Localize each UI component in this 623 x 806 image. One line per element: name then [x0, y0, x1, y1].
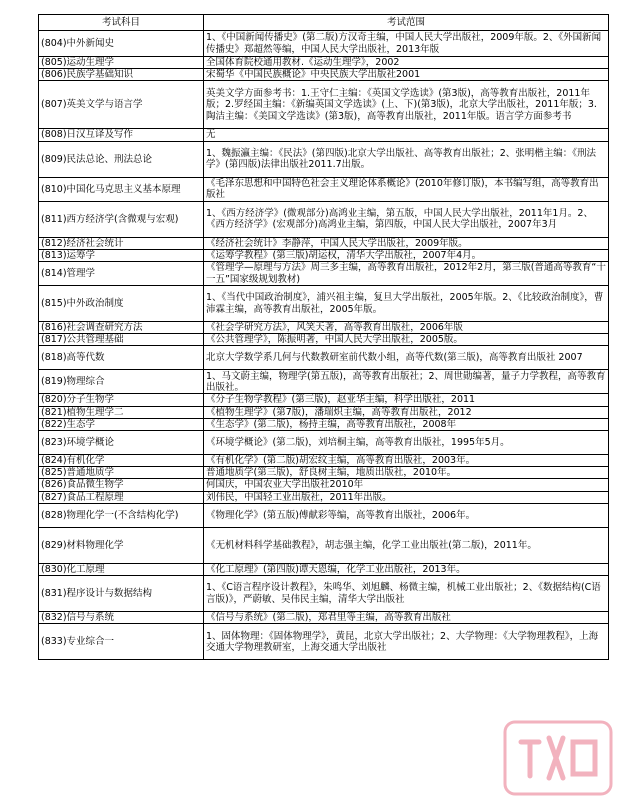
subject-cell: (814)管理学	[39, 262, 204, 286]
subject-cell: (816)社会调查研究方法	[39, 322, 204, 334]
subject-cell: (833)专业综合一	[39, 624, 204, 660]
table-row	[39, 370, 609, 394]
subject-cell: (831)程序设计与数据结构	[39, 576, 204, 612]
table-row	[39, 286, 609, 322]
range-cell: 《毛泽东思想和中国特色社会主义理论体系概论》(2010年修订版)，本书编写组，高等教育出版社	[204, 177, 609, 201]
subject-cell: (821)植物生理学二	[39, 406, 204, 418]
range-cell: 《公共管理学》，陈振明著，中国人民大学出版社，2005版。	[204, 334, 609, 346]
range-cell: 《无机材料科学基础教程》，胡志强主编，化学工业出版社(第二版)，2011年。	[204, 527, 609, 563]
subject-cell: (823)环境学概论	[39, 431, 204, 455]
subject-cell: (824)有机化学	[39, 455, 204, 467]
table-header-row	[39, 15, 609, 31]
table-row	[39, 479, 609, 491]
table-row	[39, 418, 609, 430]
table-row	[39, 249, 609, 261]
subject-cell: (820)分子生物学	[39, 394, 204, 406]
range-cell: 全国体育院校通用教材.《运动生理学》，2002	[204, 57, 609, 69]
table-row	[39, 334, 609, 346]
range-cell: 普通地质学(第三版)，舒良树主编，地质出版社，2010年。	[204, 467, 609, 479]
subject-cell: (804)中外新闻史	[39, 31, 204, 57]
table-row	[39, 141, 609, 177]
table-row	[39, 406, 609, 418]
subject-cell: (830)化工原理	[39, 563, 204, 575]
subject-cell: (806)民族学基础知识	[39, 69, 204, 81]
subject-cell: (832)信号与系统	[39, 612, 204, 624]
table-row	[39, 262, 609, 286]
range-cell: 1、马文蔚主编，物理学(第五版)，高等教育出版社；2、周世勋编著，量子力学教程，高等教育出版社。	[204, 370, 609, 394]
range-cell: 1、《C语言程序设计教程》，朱鸣华、刘旭麟、杨微主编，机械工业出版社；2、《数据结构(C语言版)》，严蔚敏、吴伟民主编，清华大学出版社	[204, 576, 609, 612]
subject-cell: (815)中外政治制度	[39, 286, 204, 322]
subject-cell: (828)物理化学一(不含结构化学)	[39, 503, 204, 527]
range-cell: 刘伟民，中国轻工业出版社，2011年出版。	[204, 491, 609, 503]
subject-cell: (822)生态学	[39, 418, 204, 430]
subject-cell: (826)食品微生物学	[39, 479, 204, 491]
table-row	[39, 455, 609, 467]
range-cell: 《社会学研究方法》，风笑天著，高等教育出版社，2006年版	[204, 322, 609, 334]
range-cell: 《运筹学教程》(第三版)胡运权，清华大学出版社，2007年4月。	[204, 249, 609, 261]
table-row	[39, 69, 609, 81]
header-range: 考试范围	[204, 15, 609, 31]
range-cell: 宋蜀华《中国民族概论》中央民族大学出版社2001	[204, 69, 609, 81]
subject-cell: (810)中国化马克思主义基本原理	[39, 177, 204, 201]
table-row	[39, 527, 609, 563]
subject-cell: (809)民法总论、刑法总论	[39, 141, 204, 177]
range-cell: 《物理化学》(第五版)傅献彩等编，高等教育出版社，2006年。	[204, 503, 609, 527]
subject-cell: (811)西方经济学(含微观与宏观)	[39, 201, 204, 237]
range-cell: 1、固体物理：《固体物理学》，黄昆，北京大学出版社；2、大学物理：《大学物理教程》，上海交通大学物理教研室，上海交通大学出版社	[204, 624, 609, 660]
range-cell: 《分子生物学教程》(第三版)，赵亚华主编，科学出版社，2011	[204, 394, 609, 406]
table-row	[39, 491, 609, 503]
exam-scope-table	[38, 14, 609, 660]
range-cell: 《生态学》(第二版)，杨持主编，高等教育出版社，2008年	[204, 418, 609, 430]
table-row	[39, 81, 609, 129]
range-cell: 1、《中国新闻传播史》(第二版)方汉奇主编，中国人民大学出版社，2009年版。2、《外国新闻传播史》郑超然等编，中国人民大学出版社，2013年版	[204, 31, 609, 57]
table-row	[39, 624, 609, 660]
range-cell: 1、《当代中国政治制度》，浦兴祖主编，复旦大学出版社，2005年版。2、《比较政治制度》，曹沛霖主编，高等教育出版社，2005年版。	[204, 286, 609, 322]
range-cell: 1、魏振瀛主编：《民法》(第四版)北京大学出版社、高等教育出版社；2、张明楷主编：《刑法学》(第四版)法律出版社2011.7出版。	[204, 141, 609, 177]
table-row	[39, 237, 609, 249]
range-cell: 《经济社会统计》李静萍，中国人民大学出版社，2009年版。	[204, 237, 609, 249]
range-cell: 《管理学—原理与方法》周三多主编，高等教育出版社，2012年2月，第三版(普通高等教育“十一五”国家级规划教材)	[204, 262, 609, 286]
subject-cell: (805)运动生理学	[39, 57, 204, 69]
table-row	[39, 563, 609, 575]
subject-cell: (825)普通地质学	[39, 467, 204, 479]
subject-cell: (807)英美文学与语言学	[39, 81, 204, 129]
range-cell: 《有机化学》(第二版)胡宏纹主编，高等教育出版社，2003年。	[204, 455, 609, 467]
table-row	[39, 394, 609, 406]
table-row	[39, 431, 609, 455]
table-row	[39, 201, 609, 237]
table-row	[39, 177, 609, 201]
table-row	[39, 576, 609, 612]
subject-cell: (813)运筹学	[39, 249, 204, 261]
range-cell: 无	[204, 129, 609, 141]
table-row	[39, 503, 609, 527]
range-cell: 1、《西方经济学》(微观部分)高鸿业主编，第五版，中国人民大学出版社，2011年1月。2、《西方经济学》(宏观部分)高鸿业主编，第四版，中国人民大学出版社，2007年3月	[204, 201, 609, 237]
range-cell: 《化工原理》(第四版)谭天恩编，化学工业出版社，2013年。	[204, 563, 609, 575]
subject-cell: (808)日汉互译及写作	[39, 129, 204, 141]
subject-cell: (812)经济社会统计	[39, 237, 204, 249]
range-cell: 英美文学方面参考书：1.王守仁主编：《英国文学选读》(第3版)，高等教育出版社，2011年版；2.罗经国主编：《新编英国文学选读》(上、下)(第3版)，北京大学出版社，2011年版；3.陶洁主编：《美国文学选读》(第3版)，高等教育出版社，2011年版。语言学方面参考书	[204, 81, 609, 129]
table-row	[39, 31, 609, 57]
table-row	[39, 467, 609, 479]
subject-cell: (829)材料物理化学	[39, 527, 204, 563]
range-cell: 《信号与系统》(第二版)，郑君里等主编，高等教育出版社	[204, 612, 609, 624]
watermark-logo-icon	[499, 716, 617, 800]
range-cell: 《环境学概论》(第二版)，刘培桐主编，高等教育出版社，1995年5月。	[204, 431, 609, 455]
range-cell: 《植物生理学》(第7版)，潘瑞炽主编，高等教育出版社，2012	[204, 406, 609, 418]
range-cell: 何国庆，中国农业大学出版社2010年	[204, 479, 609, 491]
exam-table-container	[38, 14, 608, 660]
subject-cell: (819)物理综合	[39, 370, 204, 394]
header-subject: 考试科目	[39, 15, 204, 31]
subject-cell: (817)公共管理基础	[39, 334, 204, 346]
subject-cell: (818)高等代数	[39, 346, 204, 370]
table-row	[39, 57, 609, 69]
table-row	[39, 612, 609, 624]
table-row	[39, 129, 609, 141]
table-row	[39, 322, 609, 334]
table-row	[39, 346, 609, 370]
range-cell: 北京大学数学系几何与代数教研室前代数小组，高等代数(第三版)，高等教育出版社 2007	[204, 346, 609, 370]
subject-cell: (827)食品工程原理	[39, 491, 204, 503]
